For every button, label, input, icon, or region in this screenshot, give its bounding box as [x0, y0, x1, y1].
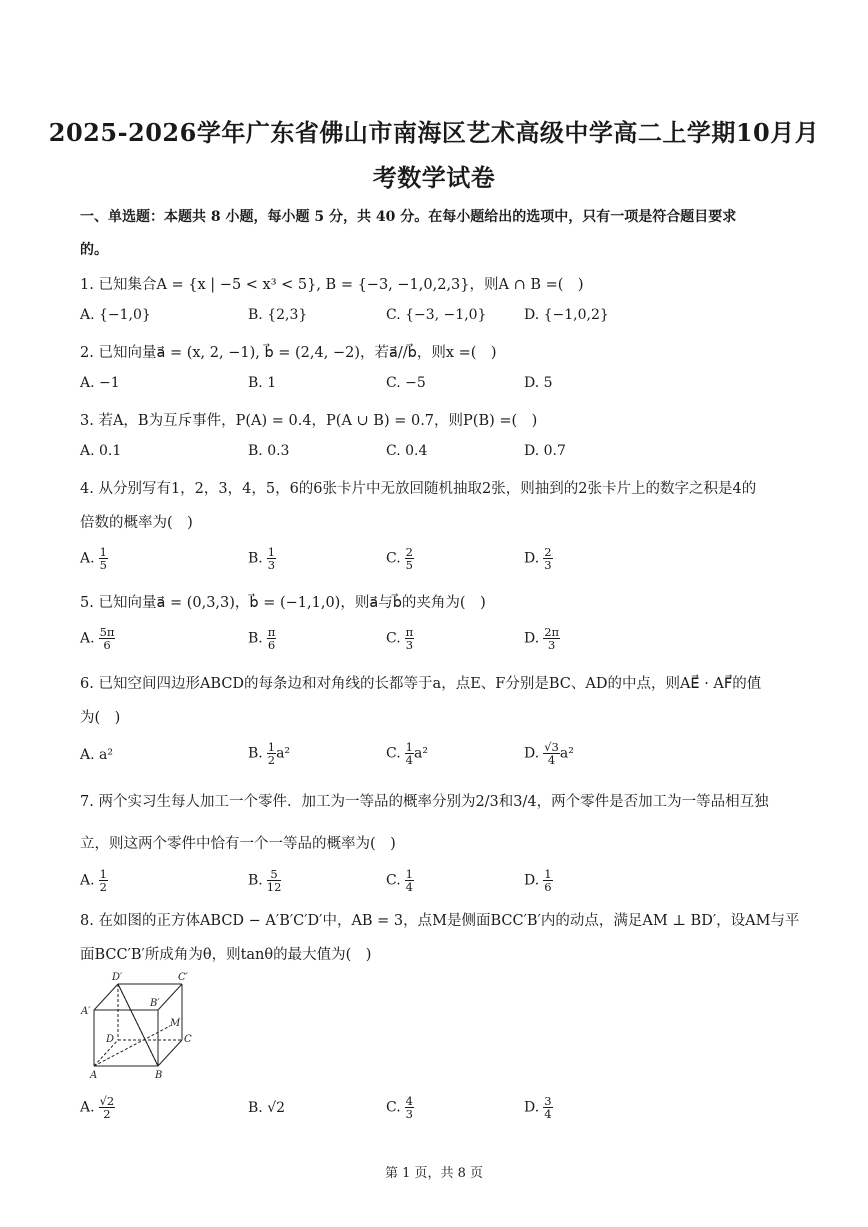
question-6-option-b: B. $\frac{1}{2}$ a² — [248, 740, 291, 767]
label-c: C — [184, 1034, 192, 1045]
question-4-option-d: D. $\frac{2}{3}$ — [524, 545, 552, 572]
question-2-stem: 2. 已知向量a⃗ = (x, 2, −1), b⃗ = (2,4, −2)，若a⃗//b⃗，则x =( ) — [80, 345, 497, 361]
question-3-option-a: A. 0.1 — [80, 443, 122, 459]
question-7-option-c: C. $\frac{1}{4}$ — [386, 867, 413, 894]
question-8-option-a: A. $\frac{√2}{2}$ — [80, 1094, 115, 1121]
section-heading-line2: 的。 — [80, 242, 108, 258]
question-8-stem-line2: 面BCC′B′所成角为θ，则tanθ的最大值为( ) — [80, 947, 372, 963]
question-5-stem: 5. 已知向量a⃗ = (0,3,3)，b⃗ = (−1,1,0)，则a⃗与b⃗的夹角为( ) — [80, 595, 486, 611]
label-b: B — [155, 1070, 163, 1081]
question-8-option-c: C. $\frac{4}{3}$ — [386, 1094, 413, 1121]
question-4-option-c: C. $\frac{2}{5}$ — [386, 545, 413, 572]
question-6-stem-line1: 6. 已知空间四边形ABCD的每条边和对角线的长都等于a，点E、F分别是BC、AD的中点，则AE⃗ · AF⃗的值 — [80, 676, 762, 692]
label-b-prime: B′ — [150, 998, 160, 1009]
label-c-prime: C′ — [178, 972, 188, 983]
question-1-option-a: A. {−1,0} — [80, 307, 151, 323]
label-a-prime: A′ — [81, 1006, 91, 1017]
question-8-stem-line1: 8. 在如图的正方体ABCD − A′B′C′D′中，AB = 3，点M是侧面BCC′B′内的动点，满足AM ⊥ BD′，设AM与平 — [80, 913, 800, 929]
question-3-stem: 3. 若A，B为互斥事件，P(A) = 0.4，P(A ∪ B) = 0.7，则P(B) =( ) — [80, 413, 538, 429]
question-8-option-d: D. $\frac{3}{4}$ — [524, 1094, 552, 1121]
question-6-option-d: D. $\frac{√3}{4}$ a² — [524, 740, 574, 767]
question-2-option-d: D. 5 — [524, 375, 553, 391]
question-2-option-a: A. −1 — [80, 375, 120, 391]
exam-title-line2: 考数学试卷 — [372, 163, 496, 192]
label-d-prime: D′ — [112, 972, 123, 983]
question-4-option-b: B. $\frac{1}{3}$ — [248, 545, 276, 572]
question-4-stem-line1: 4. 从分别写有1，2，3，4，5，6的6张卡片中无放回随机抽取2张，则抽到的2张卡片上的数字之积是4的 — [80, 481, 757, 497]
label-a: A — [90, 1070, 98, 1081]
question-7-option-b: B. $\frac{5}{12}$ — [248, 867, 282, 894]
question-1-option-c: C. {−3, −1,0} — [386, 307, 487, 323]
question-7-stem-line1: 7. 两个实习生每人加工一个零件．加工为一等品的概率分别为2/3和3/4，两个零件是否加工为一等品相互独 — [80, 794, 769, 810]
page-footer: 第 1 页，共 8 页 — [384, 1166, 484, 1181]
question-8-option-b: B. √2 — [248, 1100, 286, 1116]
question-7-option-a: A. $\frac{1}{2}$ — [80, 867, 107, 894]
question-1-option-b: B. {2,3} — [248, 307, 308, 323]
section-heading-line1: 一、单选题：本题共 8 小题，每小题 5 分，共 40 分。在每小题给出的选项中，只有一项是符合题目要求 — [80, 209, 737, 225]
question-3-option-d: D. 0.7 — [524, 443, 566, 459]
question-6-option-c: C. $\frac{1}{4}$ a² — [386, 740, 428, 767]
label-m: M — [170, 1018, 181, 1029]
question-3-option-b: B. 0.3 — [248, 443, 290, 459]
label-d: D — [106, 1034, 115, 1045]
question-3-option-c: C. 0.4 — [386, 443, 428, 459]
question-1-option-d: D. {−1,0,2} — [524, 307, 609, 323]
question-7-option-d: D. $\frac{1}{6}$ — [524, 867, 552, 894]
question-6-option-a: A. a² — [80, 747, 113, 763]
question-5-option-c: C. $\frac{\pi}{3}$ — [386, 625, 414, 652]
exam-title-line1: 2025-2026学年广东省佛山市南海区艺术高级中学高二上学期10月月 — [48, 118, 820, 147]
question-5-option-b: B. $\frac{\pi}{6}$ — [248, 625, 276, 652]
question-7-stem-line2: 立，则这两个零件中恰有一个一等品的概率为( ) — [80, 836, 396, 852]
question-5-option-a: A. $\frac{5\pi}{6}$ — [80, 625, 115, 652]
question-5-option-d: D. $\frac{2\pi}{3}$ — [524, 625, 560, 652]
cube-figure — [78, 968, 198, 1083]
question-4-stem-line2: 倍数的概率为( ) — [80, 515, 193, 531]
question-1-stem: 1. 已知集合A = {x | −5 < x³ < 5}, B = {−3, −1,0,2,3}，则A ∩ B =( ) — [80, 277, 584, 293]
question-2-option-c: C. −5 — [386, 375, 426, 391]
question-6-stem-line2: 为( ) — [80, 710, 121, 726]
question-2-option-b: B. 1 — [248, 375, 277, 391]
question-4-option-a: A. $\frac{1}{5}$ — [80, 545, 107, 572]
